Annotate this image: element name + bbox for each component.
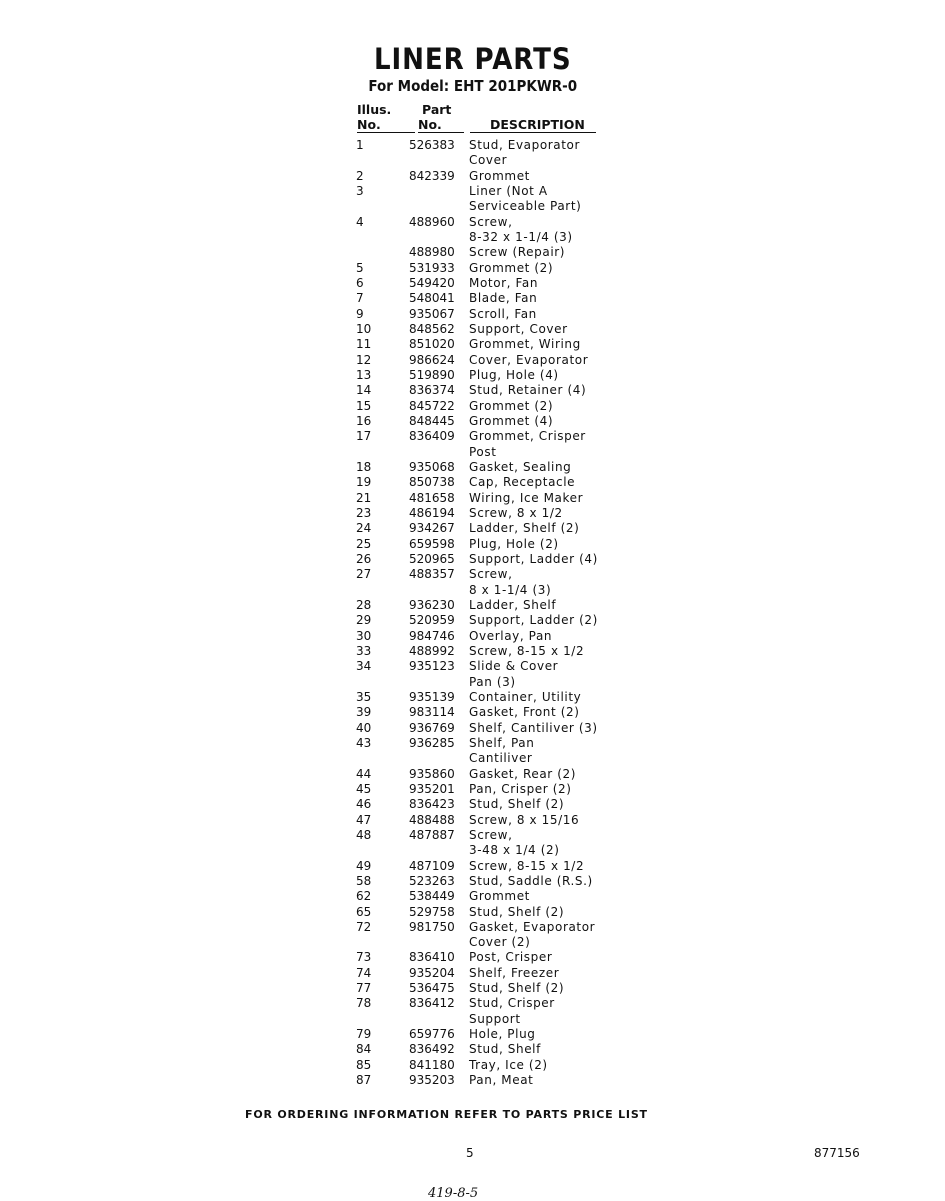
illus-number: 16 (356, 413, 372, 428)
parts-list-row (0, 521, 945, 536)
part-number: 659776 (409, 1027, 455, 1042)
part-number: 984746 (409, 628, 455, 643)
part-number: 523263 (409, 873, 455, 888)
parts-list-row (0, 1012, 945, 1027)
part-description: Screw, 8-15 x 1/2 (469, 858, 585, 873)
part-description: Gasket, Evaporator (469, 919, 596, 934)
illus-number: 87 (356, 1073, 372, 1088)
parts-list-row (0, 905, 945, 920)
part-number: 488488 (409, 812, 455, 827)
part-number: 486194 (409, 505, 455, 520)
part-description: Plug, Hole (4) (469, 367, 559, 382)
part-number: 836410 (409, 950, 455, 965)
illus-number: 35 (356, 689, 372, 704)
illus-number: 33 (356, 643, 372, 658)
part-number: 935204 (409, 965, 455, 980)
illus-number: 79 (356, 1027, 372, 1042)
parts-list-row (0, 629, 945, 644)
part-number: 986624 (409, 352, 455, 367)
parts-list-row (0, 1058, 945, 1073)
part-description: Stud, Shelf (2) (469, 981, 565, 996)
parts-list-row (0, 797, 945, 812)
part-description: Stud, Crisper (469, 996, 555, 1011)
parts-list-row (0, 705, 945, 720)
illus-number: 7 (356, 291, 364, 306)
part-description: Stud, Saddle (R.S.) (469, 873, 593, 888)
parts-list-row (0, 721, 945, 736)
part-number: 487887 (409, 827, 455, 842)
part-number: 548041 (409, 291, 455, 306)
parts-list-row (0, 245, 945, 260)
part-description: Screw, (469, 827, 513, 842)
part-number: 836409 (409, 429, 455, 444)
parts-list-row (0, 813, 945, 828)
part-description: Gasket, Sealing (469, 459, 572, 474)
illus-number: 65 (356, 904, 372, 919)
parts-list-row (0, 920, 945, 935)
parts-list-row (0, 291, 945, 306)
part-header-line1: Part (422, 102, 452, 117)
part-number: 526383 (409, 138, 455, 152)
illus-number: 3 (356, 183, 364, 198)
part-description: Grommet, Crisper (469, 429, 586, 444)
part-description: Cover, Evaporator (469, 352, 589, 367)
illus-number: 12 (356, 352, 372, 367)
parts-list-row (0, 659, 945, 674)
part-description: Pan, Meat (469, 1073, 534, 1088)
illus-no-header (357, 102, 415, 133)
part-description: Ladder, Shelf (2) (469, 521, 580, 536)
part-number: 836423 (409, 797, 455, 812)
illus-number: 17 (356, 429, 372, 444)
part-number: 836412 (409, 996, 455, 1011)
parts-list-row (0, 644, 945, 659)
parts-list-row (0, 889, 945, 904)
illus-header-line1: Illus. (357, 102, 392, 117)
part-description: Overlay, Pan (469, 628, 553, 643)
parts-list-row (0, 138, 945, 153)
parts-list-row (0, 782, 945, 797)
parts-list-row (0, 169, 945, 184)
parts-list-row (0, 445, 945, 460)
part-description: Support, Cover (469, 321, 568, 336)
parts-list-row (0, 675, 945, 690)
part-number: 488357 (409, 567, 455, 582)
illus-number: 58 (356, 873, 372, 888)
part-description: Container, Utility (469, 689, 582, 704)
part-number: 836492 (409, 1042, 455, 1057)
part-description: Stud, Shelf (2) (469, 904, 565, 919)
parts-list-row (0, 184, 945, 199)
illus-number: 21 (356, 490, 372, 505)
part-description: Screw (Repair) (469, 245, 566, 260)
document-number: 877156 (814, 1146, 860, 1160)
illus-number: 19 (356, 475, 372, 490)
part-description: Support, Ladder (2) (469, 613, 598, 628)
illus-number: 74 (356, 965, 372, 980)
illus-number: 26 (356, 551, 372, 566)
illus-number: 23 (356, 505, 372, 520)
parts-list-row (0, 230, 945, 245)
parts-list-row (0, 153, 945, 168)
part-number: 842339 (409, 168, 455, 183)
part-number: 935203 (409, 1073, 455, 1088)
illus-number: 30 (356, 628, 372, 643)
part-number: 841180 (409, 1057, 455, 1072)
part-description: Grommet (469, 889, 530, 904)
part-number: 936285 (409, 735, 455, 750)
part-description: Screw, 8 x 1/2 (469, 505, 563, 520)
illus-number: 15 (356, 398, 372, 413)
part-number: 845722 (409, 398, 455, 413)
part-description: Gasket, Front (2) (469, 705, 580, 720)
part-description: Grommet, Wiring (469, 337, 581, 352)
parts-list-row (0, 950, 945, 965)
part-description: Cover (469, 153, 508, 168)
part-number: 487109 (409, 858, 455, 873)
part-description: Stud, Shelf (469, 1042, 541, 1057)
part-description: Scroll, Fan (469, 306, 537, 321)
illus-number: 18 (356, 459, 372, 474)
illus-number: 48 (356, 827, 372, 842)
illus-number: 84 (356, 1042, 372, 1057)
parts-list-row (0, 383, 945, 398)
part-number: 481658 (409, 490, 455, 505)
part-description: Shelf, Pan (469, 735, 535, 750)
illus-number: 78 (356, 996, 372, 1011)
parts-list-row (0, 751, 945, 766)
part-description: Screw, (469, 567, 513, 582)
part-description: Grommet (2) (469, 260, 554, 275)
illus-number: 45 (356, 781, 372, 796)
illus-number: 77 (356, 981, 372, 996)
part-description: Stud, Evaporator (469, 138, 581, 152)
part-description: Grommet (469, 168, 530, 183)
part-number: 488980 (409, 245, 455, 260)
parts-list-row (0, 583, 945, 598)
part-description: Pan (3) (469, 674, 516, 689)
illus-number: 62 (356, 889, 372, 904)
parts-list-row (0, 552, 945, 567)
part-description: Grommet (4) (469, 413, 554, 428)
illus-number: 28 (356, 597, 372, 612)
part-description: 8 x 1-1/4 (3) (469, 582, 552, 597)
part-description: Support, Ladder (4) (469, 551, 598, 566)
illus-number: 85 (356, 1057, 372, 1072)
illus-number: 6 (356, 275, 364, 290)
description-header-label: DESCRIPTION (470, 117, 596, 133)
part-description: Gasket, Rear (2) (469, 766, 577, 781)
part-number: 488960 (409, 214, 455, 229)
illus-number: 9 (356, 306, 364, 321)
parts-list-row (0, 215, 945, 230)
parts-list-row (0, 475, 945, 490)
parts-list-row (0, 996, 945, 1011)
illus-number: 43 (356, 735, 372, 750)
model-subtitle: For Model: EHT 201PKWR-0 (368, 77, 578, 95)
parts-list-row (0, 935, 945, 950)
illus-number: 14 (356, 383, 372, 398)
illus-header-line2: No. (357, 117, 415, 133)
part-header-line2: No. (418, 117, 464, 133)
illus-number: 44 (356, 766, 372, 781)
parts-list-row (0, 613, 945, 628)
parts-list-row (0, 966, 945, 981)
part-description: Grommet (2) (469, 398, 554, 413)
illus-number: 2 (356, 168, 364, 183)
parts-list-row (0, 368, 945, 383)
page-title: LINER PARTS (373, 42, 572, 76)
illus-number: 25 (356, 536, 372, 551)
parts-list-row (0, 767, 945, 782)
part-number: 936769 (409, 720, 455, 735)
part-description: Cantiliver (469, 751, 533, 766)
part-number: 851020 (409, 337, 455, 352)
parts-list-row (0, 736, 945, 751)
part-number: 983114 (409, 705, 455, 720)
parts-list-row (0, 414, 945, 429)
parts-list-row (0, 567, 945, 582)
part-description: Liner (Not A (469, 183, 548, 198)
part-description: Wiring, Ice Maker (469, 490, 584, 505)
parts-list-row (0, 690, 945, 705)
parts-list-row (0, 1073, 945, 1088)
part-number: 659598 (409, 536, 455, 551)
part-number: 549420 (409, 275, 455, 290)
parts-list-row (0, 322, 945, 337)
illus-number: 10 (356, 321, 372, 336)
part-number: 531933 (409, 260, 455, 275)
parts-list-row (0, 506, 945, 521)
illus-number: 49 (356, 858, 372, 873)
illus-number: 40 (356, 720, 372, 735)
part-description: 8-32 x 1-1/4 (3) (469, 229, 573, 244)
illus-number: 1 (356, 138, 364, 152)
illus-number: 11 (356, 337, 372, 352)
part-number: 848562 (409, 321, 455, 336)
part-description: Cover (2) (469, 935, 531, 950)
parts-list-row (0, 537, 945, 552)
illus-number: 5 (356, 260, 364, 275)
part-description: Ladder, Shelf (469, 597, 557, 612)
part-number: 981750 (409, 919, 455, 934)
parts-list-row (0, 460, 945, 475)
part-description: Shelf, Cantiliver (3) (469, 720, 598, 735)
parts-list-row (0, 1042, 945, 1057)
parts-list-row (0, 1027, 945, 1042)
parts-list-row (0, 491, 945, 506)
page-number: 5 (466, 1146, 474, 1160)
illus-number: 13 (356, 367, 372, 382)
part-number: 488992 (409, 643, 455, 658)
part-number: 520965 (409, 551, 455, 566)
part-description: Hole, Plug (469, 1027, 536, 1042)
part-description: Cap, Receptacle (469, 475, 576, 490)
parts-list-row (0, 261, 945, 276)
illus-number: 47 (356, 812, 372, 827)
illus-number: 72 (356, 919, 372, 934)
parts-list-row (0, 276, 945, 291)
illus-number: 24 (356, 521, 372, 536)
parts-list-row (0, 859, 945, 874)
part-description: Motor, Fan (469, 275, 539, 290)
parts-list-row (0, 828, 945, 843)
part-number: 935123 (409, 659, 455, 674)
parts-list-row (0, 353, 945, 368)
part-description: Blade, Fan (469, 291, 538, 306)
description-header (470, 117, 596, 133)
handwritten-note: 419-8-5 (428, 1186, 479, 1201)
illus-number: 4 (356, 214, 364, 229)
part-description: Stud, Retainer (4) (469, 383, 587, 398)
illus-number: 27 (356, 567, 372, 582)
illus-number: 34 (356, 659, 372, 674)
parts-list-row (0, 337, 945, 352)
part-description: Shelf, Freezer (469, 965, 560, 980)
part-description: Tray, Ice (2) (469, 1057, 548, 1072)
illus-number: 73 (356, 950, 372, 965)
part-number: 936230 (409, 597, 455, 612)
parts-list-row (0, 307, 945, 322)
part-description: Post (469, 444, 497, 459)
part-number: 848445 (409, 413, 455, 428)
parts-list-row (0, 874, 945, 889)
part-description: Slide & Cover (469, 659, 559, 674)
illus-number: 46 (356, 797, 372, 812)
part-description: Plug, Hole (2) (469, 536, 559, 551)
part-description: Screw, (469, 214, 513, 229)
part-number: 520959 (409, 613, 455, 628)
part-number: 935860 (409, 766, 455, 781)
part-number: 519890 (409, 367, 455, 382)
parts-list-row (0, 399, 945, 414)
part-description: Screw, 8 x 15/16 (469, 812, 580, 827)
part-number: 935067 (409, 306, 455, 321)
part-description: Post, Crisper (469, 950, 553, 965)
part-number: 529758 (409, 904, 455, 919)
part-number: 836374 (409, 383, 455, 398)
parts-list-row (0, 429, 945, 444)
part-description: 3-48 x 1/4 (2) (469, 843, 560, 858)
part-number: 935201 (409, 781, 455, 796)
part-description: Serviceable Part) (469, 199, 582, 214)
part-number: 850738 (409, 475, 455, 490)
part-number: 538449 (409, 889, 455, 904)
part-number: 935068 (409, 459, 455, 474)
illus-number: 29 (356, 613, 372, 628)
parts-list-row (0, 199, 945, 214)
ordering-info-footer: FOR ORDERING INFORMATION REFER TO PARTS PRICE LIST (245, 1108, 648, 1121)
part-description: Stud, Shelf (2) (469, 797, 565, 812)
parts-list-row (0, 598, 945, 613)
part-number: 934267 (409, 521, 455, 536)
part-description: Pan, Crisper (2) (469, 781, 572, 796)
illus-number: 39 (356, 705, 372, 720)
part-number: 935139 (409, 689, 455, 704)
part-description: Support (469, 1011, 521, 1026)
parts-list-row (0, 981, 945, 996)
part-number: 536475 (409, 981, 455, 996)
part-no-header (418, 102, 464, 133)
parts-list-row (0, 843, 945, 858)
part-description: Screw, 8-15 x 1/2 (469, 643, 585, 658)
